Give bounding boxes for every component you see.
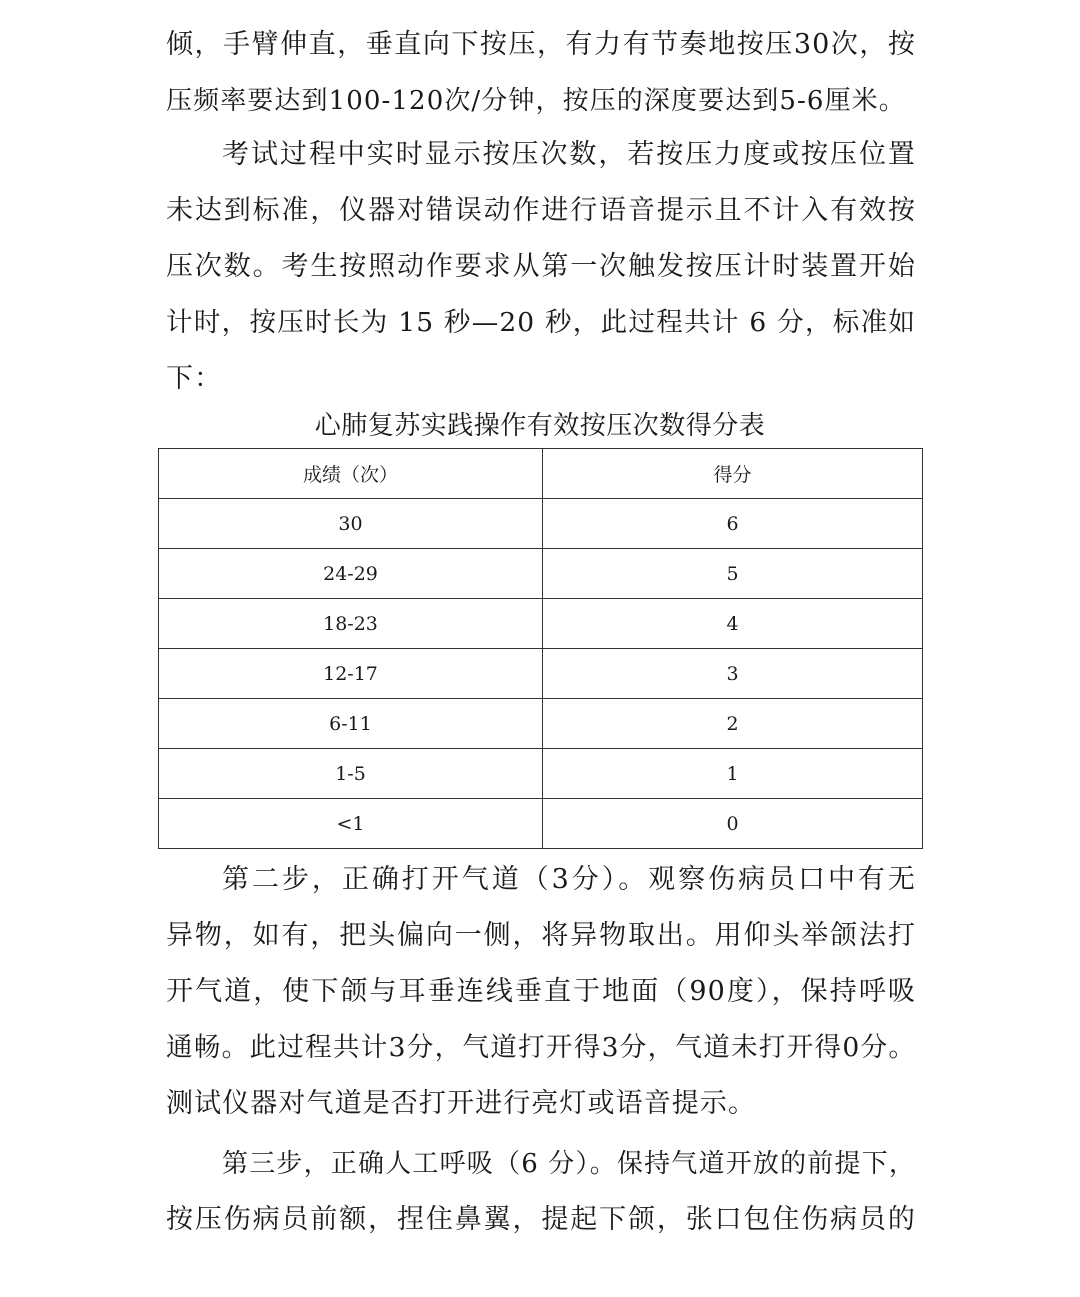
- text-line: 按压伤病员前额，捏住鼻翼，提起下颌，张口包住伤病员的: [166, 1204, 916, 1235]
- text-line: 倾，手臂伸直，垂直向下按压，有力有节奏地按压30次，按: [166, 29, 916, 60]
- cell-score: 4: [543, 599, 923, 649]
- cell-score: 2: [543, 699, 923, 749]
- text-line: 第二步，正确打开气道（3分）。观察伤病员口中有无: [222, 864, 916, 895]
- text-line: 考试过程中实时显示按压次数，若按压力度或按压位置: [222, 139, 916, 170]
- text-line: 测试仪器对气道是否打开进行亮灯或语音提示。: [166, 1088, 757, 1119]
- paragraph-step-three-breathing: [166, 1136, 916, 1248]
- cell-result: 12-17: [159, 649, 543, 699]
- text-line: 开气道，使下颌与耳垂连线垂直于地面（90度），保持呼吸: [166, 976, 916, 1007]
- table-row: [159, 799, 923, 849]
- cell-result: 1-5: [159, 749, 543, 799]
- table-title: 心肺复苏实践操作有效按压次数得分表: [314, 411, 766, 441]
- text-line: 压次数。考生按照动作要求从第一次触发按压计时装置开始: [166, 251, 916, 282]
- table-row: [159, 549, 923, 599]
- cell-result: 6-11: [159, 699, 543, 749]
- column-header-result: 成绩（次）: [159, 449, 543, 499]
- column-header-score: 得分: [543, 449, 923, 499]
- paragraph-compression-requirements: [166, 17, 916, 129]
- cell-result: 18-23: [159, 599, 543, 649]
- text-line: 计时，按压时长为 15 秒—20 秒，此过程共计 6 分，标准如: [166, 307, 916, 338]
- text-line: 通畅。此过程共计3分，气道打开得3分，气道未打开得0分。: [166, 1032, 916, 1063]
- cell-result: 30: [159, 499, 543, 549]
- text-line: 未达到标准，仪器对错误动作进行语音提示且不计入有效按: [166, 195, 916, 226]
- cell-result: 24-29: [159, 549, 543, 599]
- table-row: [159, 749, 923, 799]
- cell-score: 0: [543, 799, 923, 849]
- table-row: [159, 499, 923, 549]
- text-line: 下：: [166, 363, 223, 394]
- text-line: 异物，如有，把头偏向一侧，将异物取出。用仰头举颌法打: [166, 920, 916, 951]
- cell-result: <1: [159, 799, 543, 849]
- cell-score: 3: [543, 649, 923, 699]
- score-table: [158, 448, 923, 849]
- cell-score: 1: [543, 749, 923, 799]
- table-row: [159, 599, 923, 649]
- table-row: [159, 649, 923, 699]
- cell-score: 5: [543, 549, 923, 599]
- table-header-row: [159, 449, 923, 499]
- paragraph-step-two-airway: [166, 852, 916, 1132]
- paragraph-exam-process: [166, 127, 916, 407]
- cell-score: 6: [543, 499, 923, 549]
- table-row: [159, 699, 923, 749]
- text-line: 第三步，正确人工呼吸（6 分）。保持气道开放的前提下，: [222, 1149, 916, 1179]
- text-line: 压频率要达到100-120次/分钟，按压的深度要达到5-6厘米。: [166, 86, 906, 116]
